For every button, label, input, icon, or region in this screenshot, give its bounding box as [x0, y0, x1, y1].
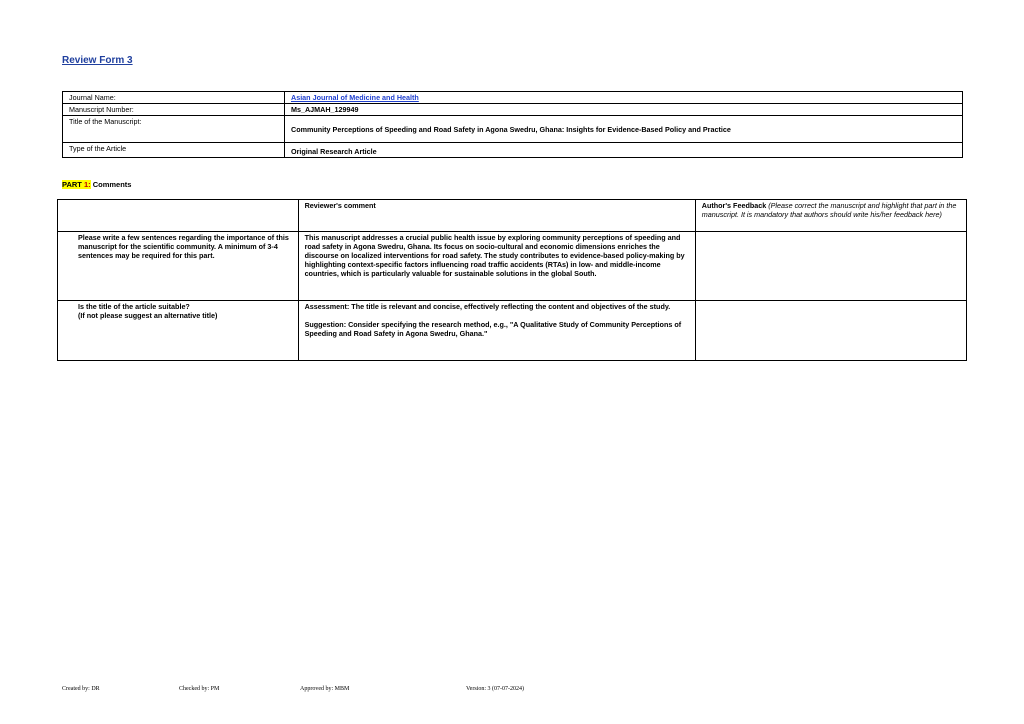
manuscript-info-table: [62, 91, 963, 158]
header-empty-cell: [58, 200, 299, 232]
part-number: 1:: [83, 180, 91, 189]
part-title: Comments: [90, 180, 132, 189]
info-value: Community Perceptions of Speeding and Road Safety in Agona Swedru, Ghana: Insights for Evidence-Based Policy and Practice: [285, 116, 963, 143]
comment-assessment: Assessment: The title is relevant and concise, effectively reflecting the content and objectives of the study.: [304, 302, 671, 311]
part-heading: [62, 180, 131, 189]
comments-table: [57, 199, 967, 361]
part-prefix: PART: [62, 180, 84, 189]
info-value: [285, 92, 963, 104]
question-cell: Is the title of the article suitable? (If not please suggest an alternative title): [58, 301, 299, 361]
footer-created-by: Created by: DR: [62, 686, 100, 692]
info-row-type: [63, 143, 963, 158]
author-feedback-cell[interactable]: [695, 301, 966, 361]
feedback-header-italic: (Please correct the manuscript and highlight that part in the manuscript. It is mandatory that authors should write his/her feedback here): [701, 201, 957, 219]
table-row: [58, 301, 967, 361]
comments-header-row: [58, 200, 967, 232]
info-row-title: [63, 116, 963, 143]
header-author-feedback: [695, 200, 966, 232]
footer-version: Version: 3 (07-07-2024): [466, 686, 524, 692]
info-label: Manuscript Number:: [63, 104, 285, 116]
feedback-header-bold: Author's Feedback: [701, 201, 767, 210]
part-highlight: [62, 180, 91, 189]
question-cell: Please write a few sentences regarding the importance of this manuscript for the scientific community. A minimum of 3-4 sentences may be required for this part.: [58, 232, 299, 301]
author-feedback-cell[interactable]: [695, 232, 966, 301]
info-value: Ms_AJMAH_129949: [285, 104, 963, 116]
reviewer-comment-cell: [298, 301, 695, 361]
info-row-journal: [63, 92, 963, 104]
comment-suggestion: Suggestion: Consider specifying the research method, e.g., "A Qualitative Study of Community Perceptions of Speeding and Road Safety in Agona Swedru, Ghana.": [304, 320, 682, 338]
journal-name-link[interactable]: Asian Journal of Medicine and Health: [291, 93, 419, 102]
info-label: Title of the Manuscript:: [63, 116, 285, 143]
info-value: Original Research Article: [285, 143, 963, 158]
comment-text: This manuscript addresses a crucial public health issue by exploring community perceptions of speeding and road safety in Agona Swedru, Ghana. Its focus on socio-cultural and economic dimensions enriches the discourse on localized interventions for road safety. The study contributes to evidence-based policy-making by highlighting context-specific factors influencing road traffic accidents (RTAs) in low- and middle-income countries, which is particularly valuable for sustainable solutions in the global South.: [304, 233, 685, 278]
form-title: Review Form 3: [62, 55, 133, 66]
header-reviewer-comment: Reviewer's comment: [298, 200, 695, 232]
footer-checked-by: Checked by: PM: [179, 686, 220, 692]
reviewer-comment-cell: [298, 232, 695, 301]
info-row-manuscript-number: [63, 104, 963, 116]
footer-approved-by: Approved by: MBM: [300, 686, 350, 692]
info-label: Type of the Article: [63, 143, 285, 158]
table-row: [58, 232, 967, 301]
info-label: Journal Name:: [63, 92, 285, 104]
